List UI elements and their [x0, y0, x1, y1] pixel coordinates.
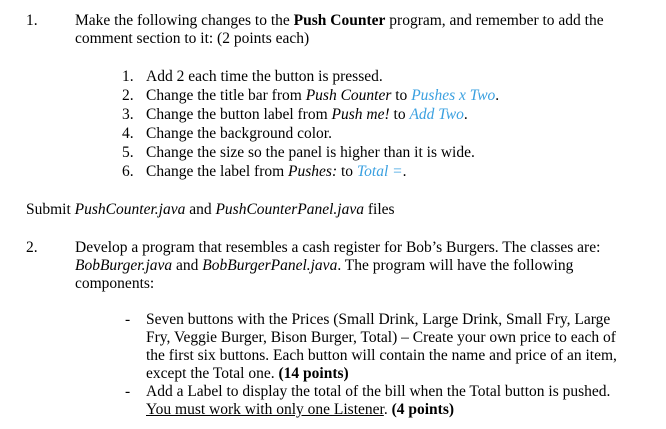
- q1-item-6-number: 6.: [122, 163, 134, 180]
- q1-item-5: Change the size so the panel is higher than it is wide.: [146, 144, 475, 161]
- q1-item-4: Change the background color.: [146, 125, 332, 142]
- q2-bullet-1-line1: Seven buttons with the Prices (Small Drink, Large Drink, Small Fry, Large: [146, 311, 611, 328]
- q2-bullet-1-line2: Fry, Veggie Burger, Bison Burger, Total) – Create your own price to each of: [146, 329, 616, 346]
- submit-line: Submit PushCounter.java and PushCounterPanel.java files: [26, 201, 395, 218]
- q1-item-6: Change the label from Pushes: to Total =.: [146, 163, 407, 180]
- q2-bullet-1-line4: except the Total one. (14 points): [146, 365, 349, 382]
- q1-item-5-number: 5.: [122, 144, 134, 161]
- q2-bullet-1: -: [125, 311, 131, 328]
- q1-line1: Make the following changes to the Push Counter program, and remember to add the: [75, 12, 604, 29]
- q2-number: 2.: [26, 239, 38, 256]
- q2-line1: Develop a program that resembles a cash register for Bob’s Burgers. The classes are:: [75, 239, 601, 256]
- q1-line2: comment section to it: (2 points each): [75, 30, 310, 47]
- q1-item-2-number: 2.: [122, 87, 134, 104]
- q1-item-1-number: 1.: [122, 68, 134, 85]
- q1-item-1: Add 2 each time the button is pressed.: [146, 68, 383, 85]
- q1-item-3-number: 3.: [122, 106, 134, 123]
- q1-number: 1.: [26, 12, 38, 29]
- q2-bullet-2-line1: Add a Label to display the total of the bill when the Total button is pushed.: [146, 383, 611, 400]
- q1-item-4-number: 4.: [122, 125, 134, 142]
- q2-bullet-2-line2: You must work with only one Listener. (4 points): [146, 401, 455, 418]
- q2-line2: BobBurger.java and BobBurgerPanel.java. The program will have the following: [75, 257, 574, 274]
- q2-line3: components:: [75, 275, 155, 292]
- q2-bullet-1-line3: the first six buttons. Each button will contain the name and price of an item,: [146, 347, 617, 364]
- q1-item-2: Change the title bar from Push Counter to Pushes x Two.: [146, 87, 500, 104]
- q1-item-3: Change the button label from Push me! to Add Two.: [146, 106, 468, 123]
- q2-bullet-2: -: [125, 383, 131, 400]
